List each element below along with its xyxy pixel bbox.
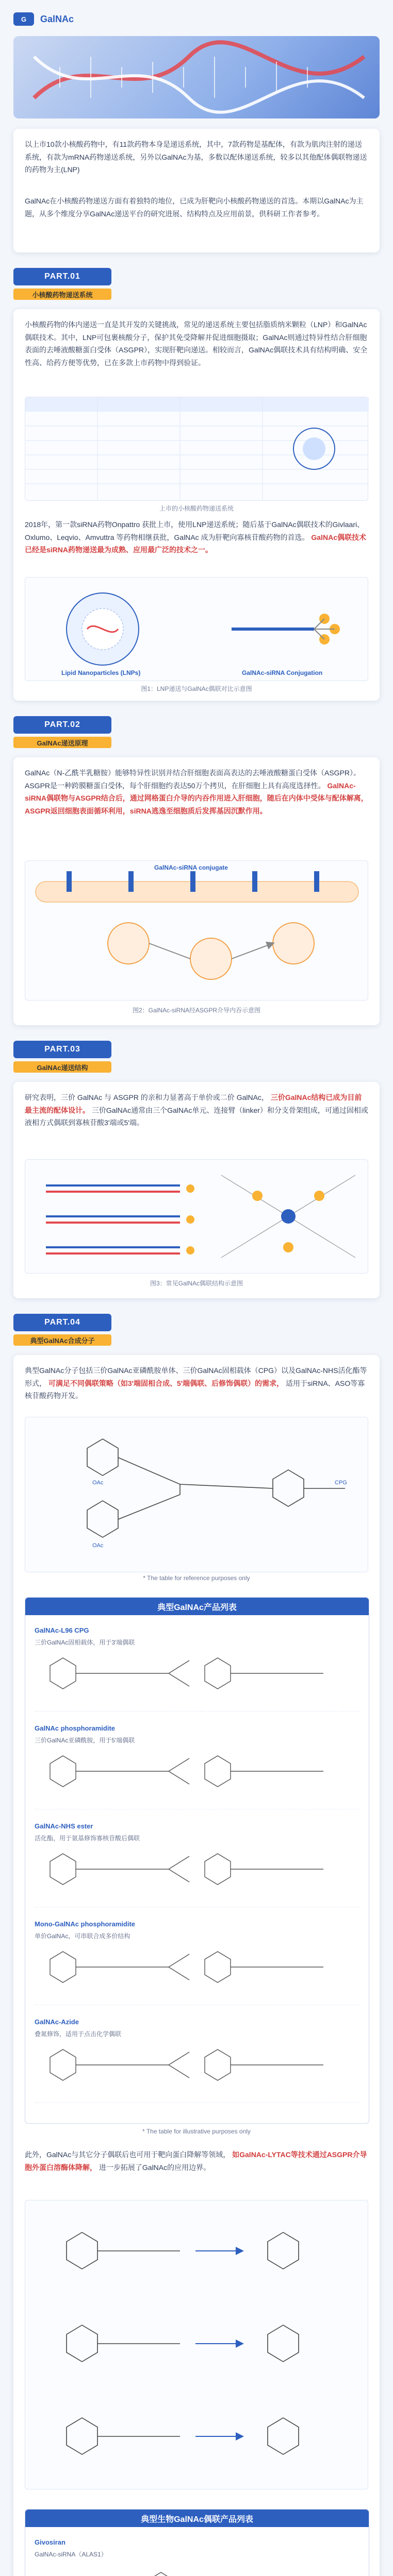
bio-product-title: 典型生物GalNAc偶联产品列表 [25, 2510, 369, 2527]
svg-text:CPG: CPG [335, 1480, 347, 1486]
part3-figure-caption: 图3：常见GalNAc偶联结构示意图 [150, 1280, 243, 1287]
chem-product-name: Mono-GalNAc phosphoramidite [35, 1920, 135, 1928]
part1-text2-body: 2018年，第一款siRNA药物Onpattro 获批上市，使用LNP递送系统；随后基于GalNAc偶联技术的Givlaari、Oxlumo、Leqvio、Amvuttra 等药物相继获批，GalNAc 成为肝靶向寡核苷酸药物的首选。 [25, 520, 365, 541]
chem-structure-icon [35, 1846, 359, 1903]
intro-card [13, 129, 380, 252]
part4-structure-figure [25, 1417, 368, 1572]
part4-text2 [25, 2148, 368, 2174]
part1-table [25, 397, 368, 501]
chem-note: * The table for illustrative purposes only [142, 2128, 251, 2135]
part1-subtitle: 小核酸药物递送系统 [13, 289, 111, 300]
lnp-vs-galnac-diagram [25, 578, 369, 681]
chem-product-name: GalNAc-Azide [35, 2018, 79, 2026]
dna-helix-illustration [13, 36, 380, 118]
part3-text-tail: 三价GalNAc通常由三个GalNAc单元、连接臂（linker）和分支骨架组成，可通过固相或液相方式偶联到寡核苷酸3'端或5'端。 [25, 1106, 368, 1127]
chem-product-name: GalNAc phosphoramidite [35, 1724, 116, 1732]
part3-card [13, 1082, 380, 1298]
chem-structure-icon [35, 1650, 359, 1707]
part1-badge: PART.01 [13, 268, 111, 285]
bio-product-row [35, 2535, 359, 2576]
part3-highlight: 三价GalNAc结构已成为目前最主流的配体设计。 [25, 1093, 362, 1114]
part2-text [25, 767, 368, 817]
chem-product-row [35, 1819, 359, 1907]
conjugate-label: GalNAc-siRNA conjugate [154, 864, 228, 871]
bio-product-card [25, 2509, 369, 2576]
galnac-structures-diagram [25, 1160, 369, 1273]
svg-text:OAc: OAc [92, 1480, 104, 1486]
part4-text-tail: 适用于siRNA、ASO等寡核苷酸药物开发。 [25, 1379, 365, 1400]
bio-product-desc: GalNAc-siRNA（ALAS1） [35, 2551, 107, 2558]
part1-text1: 小核酸药物的体内递送一直是其开发的关键挑战，常见的递送系统主要包括脂质纳米颗粒（LNP）和GalNAc偶联技术。其中，LNP可包裹核酸分子，保护其免受降解并促进细胞摄取；GalNAc则通过特异性结合肝细胞表面的去唾液酸糖蛋白受体（ASGPR），实现肝靶向递送。相较而言，GalNAc偶联技术具有结构明确、安全性高、给药方便等优势，已在多款上市药物中得到验证。 [25, 320, 368, 367]
svg-text:OAc: OAc [92, 1543, 104, 1549]
part2-header [13, 716, 380, 749]
part4-badge: PART.04 [13, 1314, 111, 1331]
part4-table-caption: * The table for reference purposes only [143, 1574, 250, 1582]
part2-figure-caption: 图2：GalNAc-siRNA经ASGPR介导内吞示意图 [132, 1007, 261, 1014]
part2-text-body: GalNAc（N-乙酰半乳糖胺）能够特异性识别并结合肝细胞表面高表达的去唾液酸糖蛋白受体（ASGPR）。ASGPR是一种跨膜糖蛋白受体，每个肝细胞约表达50万个拷贝，在肝细胞上具有高度选择性。 [25, 769, 361, 790]
bio-structure-icon [35, 2562, 359, 2576]
part1-header [13, 268, 380, 301]
delivery-table-graphic [25, 397, 369, 500]
chem-product-name: GalNAc-L96 CPG [35, 1626, 89, 1634]
part2-badge: PART.02 [13, 716, 111, 734]
chem-structure-icon [35, 2042, 359, 2098]
part3-figure [25, 1159, 368, 1274]
chem-product-row [35, 2015, 359, 2103]
part4-text-body: 典型GalNAc分子包括三价GalNAc亚磷酰胺单体、三价GalNAc固相载体（CPG）以及GalNAc-NHS活化酯等形式， [25, 1366, 367, 1387]
chem-product-row [35, 1721, 359, 1809]
asgpr-endocytosis-diagram [25, 861, 369, 1000]
part4-text2-tail: 进一步拓展了GalNAc的应用边界。 [99, 2163, 211, 2172]
chem-product-row [35, 1917, 359, 2005]
galnac-conjugation-label: GalNAc-siRNA Conjugation [242, 669, 323, 676]
part4-header [13, 1314, 380, 1347]
part1-figure [25, 577, 368, 681]
part1-text2 [25, 518, 368, 556]
part3-subtitle: GalNAc递送结构 [13, 1061, 111, 1073]
header-title-bar [13, 10, 380, 28]
part4-highlight2: 如GalNAc-LYTAC等技术通过ASGPR介导胞外蛋白溶酶体降解， [25, 2150, 367, 2172]
part4-highlight: 可满足不同偶联策略（如3'端固相合成、5'端偶联、后修饰偶联）的需求， [48, 1379, 284, 1387]
part1-figure-caption: 图1：LNP递送与GalNAc偶联对比示意图 [141, 685, 252, 692]
lnp-label: Lipid Nanoparticles (LNPs) [61, 669, 141, 676]
chem-product-desc: 叠氮修饰，适用于点击化学偶联 [35, 2030, 122, 2038]
part2-figure [25, 860, 368, 1001]
chem-structure-icon [35, 1748, 359, 1805]
part2-subtitle: GalNAc递送原理 [13, 737, 111, 748]
part3-header [13, 1041, 380, 1074]
chem-product-desc: 活化酯，用于氨基修饰寡核苷酸后偶联 [35, 1835, 140, 1842]
part1-card [13, 309, 380, 701]
part1-table-caption: 上市的小核酸药物递送系统 [159, 505, 234, 512]
part4-card [13, 1355, 380, 2576]
galnac-molecule-structure [25, 1417, 369, 1572]
part1-highlight: GalNAc偶联技术已经是siRNA药物递送最为成熟、应用最广泛的技术之一。 [25, 533, 366, 554]
part4-subtitle: 典型GalNAc合成分子 [13, 1334, 111, 1346]
intro-paragraph-2: GalNAc在小核酸药物递送方面有着独特的地位，已成为肝靶向小核酸药物递送的首选。本期以GalNAc为主题，从多个维度分享GalNAc递送平台的研究进展、结构特点及应用前景，供科研工作者参考。 [25, 197, 364, 218]
part4-text2-body: 此外，GalNAc与其它分子偶联后也可用于靶向蛋白降解等领域， [25, 2150, 231, 2159]
chem-product-row [35, 1623, 359, 1711]
part3-text [25, 1091, 368, 1129]
chem-structure-icon [35, 1944, 359, 2001]
hero-image [13, 36, 380, 118]
conjugation-scheme-diagram [25, 2200, 369, 2489]
bio-product-name: Givosiran [35, 2538, 66, 2546]
part4-conjugation-figure [25, 2200, 368, 2489]
chem-product-title: 典型GalNAc产品列表 [25, 1598, 369, 1615]
galnac-logo-badge: G [13, 12, 34, 26]
part2-card [13, 757, 380, 1025]
header-title: GalNAc [40, 13, 74, 24]
chem-product-card [25, 1597, 369, 2124]
chem-product-name: GalNAc-NHS ester [35, 1822, 93, 1830]
part3-text-body: 研究表明，三价 GalNAc 与 ASGPR 的亲和力显著高于单价或二价 GalNAc， [25, 1093, 269, 1101]
chem-product-desc: 三价GalNAc亚磷酰胺，用于5'端偶联 [35, 1737, 135, 1744]
part2-highlight: GalNAc-siRNA偶联物与ASGPR结合后，通过网格蛋白介导的内吞作用进入肝细胞，随后在内体中受体与配体解离，ASGPR返回细胞表面循环利用，siRNA逃逸至细胞质后发挥基因沉默作用。 [25, 781, 368, 815]
intro-paragraph: 以上市10款小核酸药物中，有11款药物本身是递送系统，其中，7款药物是基配体，有款为肌肉注射的递送系统，有款为mRNA药物递送系统，另外以GalNAc为基，多数以配体递送系统，较多以其他配体偶联物递送的药物为主(LNP) [25, 140, 367, 174]
part3-badge: PART.03 [13, 1041, 111, 1058]
chem-product-desc: 单价GalNAc，可串联合成多价结构 [35, 1933, 130, 1940]
part4-text [25, 1364, 368, 1402]
chem-product-desc: 三价GalNAc固相载体，用于3'端偶联 [35, 1639, 135, 1646]
